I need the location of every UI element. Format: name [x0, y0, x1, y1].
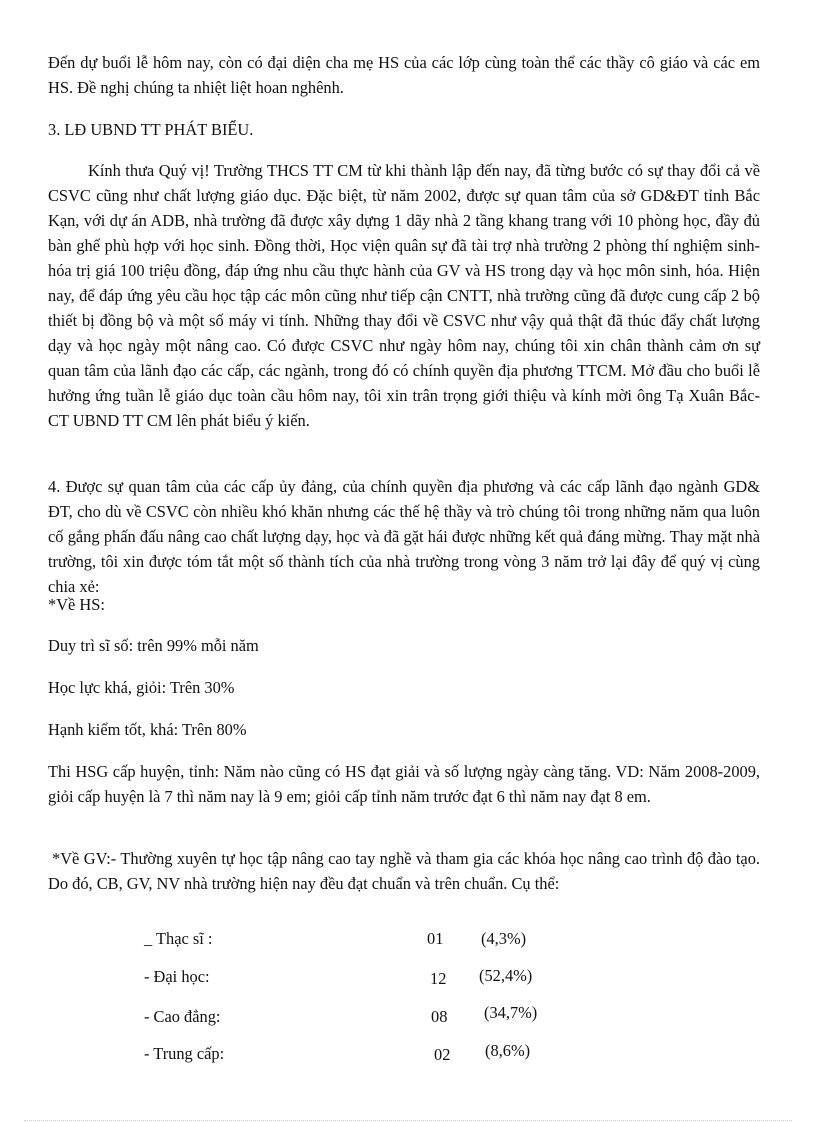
- section-heading-3: 3. LĐ UBND TT PHÁT BIỂU.: [48, 120, 254, 139]
- qualification-count: 08: [431, 1007, 448, 1026]
- students-competitions: Thi HSG cấp huyện, tỉnh: Năm nào cũng có HS đạt giải và số lượng ngày càng tăng. VD: Năm 2008-2009, giỏi cấp huyện là 7 thì năm nay là 9 em; giỏi cấp tỉnh năm trước đạt 6 thì năm nay đạt 8 em.: [48, 762, 760, 806]
- qualification-percent: (4,3%): [481, 929, 527, 948]
- qualification-percent: (52,4%): [479, 966, 533, 985]
- paragraph-section-3: Kính thưa Quý vị! Trường THCS TT CM từ khi thành lập đến nay, đã từng bước có sự thay đổi cả về CSVC cũng như chất lượng giáo dục. Đặc biệt, từ năm 2002, được sự quan tâm của sở GD&ĐT tỉnh Bắc Kạn, với dự án ADB, nhà trường đã được xây dựng 1 dãy nhà 2 tầng khang trang với 10 phòng học, đầy đủ bàn ghế phù hợp với học sinh. Đồng thời, Học viện quân sự đã tài trợ nhà trường 2 phòng thí nghiệm sinh-hóa trị giá 100 triệu đồng, đáp ứng nhu cầu thực hành của GV và HS trong dạy và học môn sinh, hóa. Hiện nay, để đáp ứng yêu cầu học tập các môn cũng như tiếp cận CNTT, nhà trường cũng đã được cung cấp 2 bộ thiết bị đồng bộ và một số máy vi tính. Những thay đổi về CSVC như vậy quả thật đã thúc đẩy chất lượng dạy và học ngày một nâng cao. Có được CSVC như ngày hôm nay, chúng tôi xin chân thành cảm ơn sự quan tâm của lãnh đạo các cấp, các ngành, trong đó có chính quyền địa phương TTCM. Mở đầu cho buổi lễ hưởng ứng tuần lễ giáo dục toàn cầu hôm nay, tôi xin trân trọng giới thiệu và kính mời ông Tạ Xuân Bắc- CT UBND TT CM lên phát biểu ý kiến.: [48, 161, 760, 430]
- students-academic: Học lực khá, giỏi: Trên 30%: [48, 678, 235, 697]
- qualification-label: - Đại học:: [144, 967, 210, 986]
- teachers-paragraph: *Về GV:- Thường xuyên tự học tập nâng cao tay nghề và tham gia các khóa học nâng cao trình độ đào tạo. Do đó, CB, GV, NV nhà trường hiện nay đều đạt chuẩn và trên chuẩn. Cụ thể:: [48, 849, 760, 893]
- qualification-count: 02: [434, 1045, 451, 1064]
- qualification-percent: (34,7%): [484, 1003, 538, 1022]
- students-conduct: Hạnh kiểm tốt, khá: Trên 80%: [48, 720, 247, 739]
- qualification-label: - Trung cấp:: [144, 1044, 225, 1063]
- qualification-label: _ Thạc sĩ :: [144, 929, 213, 948]
- paragraph-section-4: 4. Được sự quan tâm của các cấp ủy đảng, của chính quyền địa phương và các cấp lãnh đạo ngành GD& ĐT, cho dù về CSVC còn nhiều khó khăn nhưng các thế hệ thầy và trò chúng tôi trong những năm qua luôn cố gắng phấn đấu nâng cao chất lượng dạy, học và đã gặt hái được những kết quả đáng mừng. Thay mặt nhà trường, tôi xin được tóm tắt một số thành tích của nhà trường trong vòng 3 năm trở lại đây để quý vị cùng chia xẻ:: [48, 477, 760, 596]
- students-attendance: Duy trì sĩ số: trên 99% mỗi năm: [48, 636, 259, 655]
- qualification-percent: (8,6%): [485, 1041, 531, 1060]
- paragraph-opening: Đến dự buổi lễ hôm nay, còn có đại diện cha mẹ HS của các lớp cùng toàn thể các thầy cô giáo và các em HS. Đề nghị chúng ta nhiệt liệt hoan nghênh.: [48, 53, 760, 97]
- qualification-count: 01: [427, 929, 444, 948]
- qualification-count: 12: [430, 969, 447, 988]
- students-heading: *Về HS:: [48, 595, 105, 614]
- page-bottom-divider: [24, 1120, 792, 1121]
- qualification-label: - Cao đẳng:: [144, 1007, 221, 1026]
